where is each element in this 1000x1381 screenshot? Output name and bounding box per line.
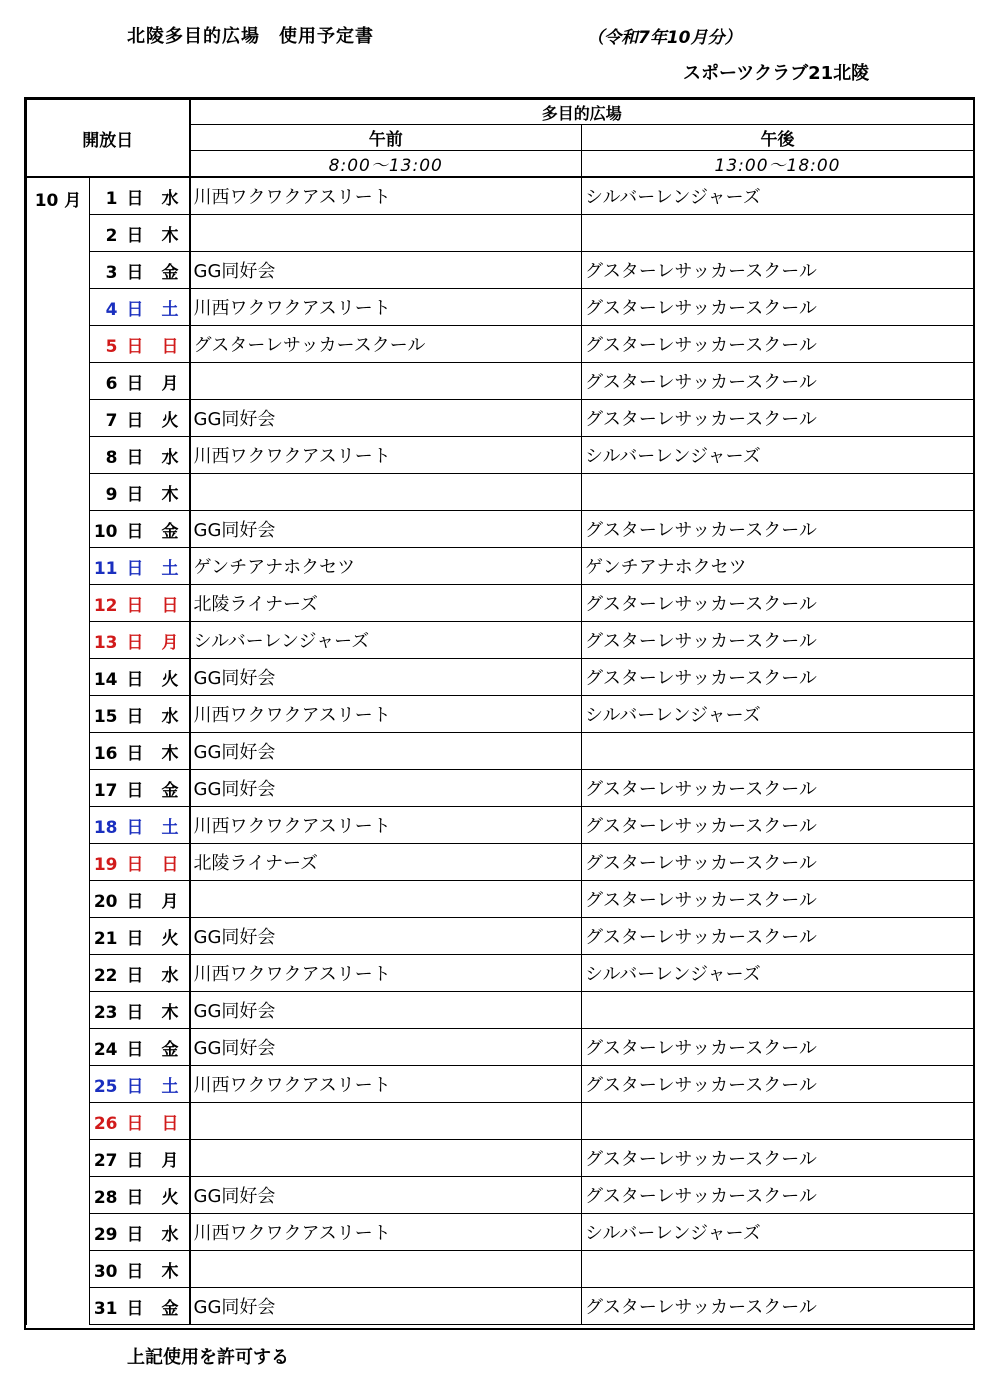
- day-cell: [90, 733, 152, 770]
- day-suffix: 日: [126, 484, 144, 505]
- pm-booking-cell: グスターレサッカースクール: [582, 326, 974, 363]
- weekday-cell: 金: [152, 1029, 190, 1066]
- day-suffix: 日: [126, 521, 144, 542]
- pm-booking-cell: グスターレサッカースクール: [582, 1177, 974, 1214]
- day-cell: [90, 511, 152, 548]
- weekday-cell: 月: [152, 363, 190, 400]
- am-booking-cell: 川西ワクワクアスリート: [190, 1214, 582, 1251]
- table-row: [27, 1029, 974, 1066]
- day-number: 1: [105, 188, 118, 209]
- day-suffix: 日: [126, 336, 144, 357]
- pm-booking-cell: グスターレサッカースクール: [582, 511, 974, 548]
- table-row: [27, 844, 974, 881]
- day-cell: [90, 955, 152, 992]
- am-booking-cell: [190, 363, 582, 400]
- schedule-body: [27, 100, 974, 1325]
- day-cell: [90, 437, 152, 474]
- pm-header: 午後: [582, 125, 974, 151]
- am-booking-cell: [190, 1251, 582, 1288]
- day-suffix: 日: [126, 1076, 144, 1097]
- day-suffix: 日: [126, 447, 144, 468]
- table-row: [27, 659, 974, 696]
- am-booking-cell: [190, 1103, 582, 1140]
- am-booking-cell: GG同好会: [190, 1177, 582, 1214]
- open-day-header: 開放日: [27, 100, 190, 178]
- pm-booking-cell: グスターレサッカースクール: [582, 400, 974, 437]
- table-row: [27, 252, 974, 289]
- am-booking-cell: GG同好会: [190, 770, 582, 807]
- day-cell: [90, 622, 152, 659]
- day-cell: [90, 326, 152, 363]
- weekday-cell: 木: [152, 474, 190, 511]
- table-row: [27, 770, 974, 807]
- day-suffix: 日: [126, 1261, 144, 1282]
- day-cell: [90, 1066, 152, 1103]
- day-suffix: 日: [126, 373, 144, 394]
- pm-time-header: 13:00～18:00: [582, 151, 974, 178]
- day-cell: [90, 252, 152, 289]
- table-row: [27, 1103, 974, 1140]
- table-row: [27, 1251, 974, 1288]
- day-cell: [90, 1251, 152, 1288]
- day-number: 8: [105, 447, 118, 468]
- weekday-cell: 土: [152, 807, 190, 844]
- pm-booking-cell: [582, 474, 974, 511]
- day-number: 2: [105, 225, 118, 246]
- am-booking-cell: [190, 881, 582, 918]
- day-suffix: 日: [126, 706, 144, 727]
- day-number: 3: [105, 262, 118, 283]
- weekday-cell: 日: [152, 585, 190, 622]
- table-row: [27, 622, 974, 659]
- day-suffix: 日: [126, 669, 144, 690]
- day-cell: [90, 1177, 152, 1214]
- am-booking-cell: 川西ワクワクアスリート: [190, 955, 582, 992]
- weekday-cell: 土: [152, 548, 190, 585]
- am-booking-cell: GG同好会: [190, 992, 582, 1029]
- day-cell: [90, 474, 152, 511]
- am-booking-cell: 川西ワクワクアスリート: [190, 289, 582, 326]
- pm-booking-cell: シルバーレンジャーズ: [582, 955, 974, 992]
- weekday-cell: 水: [152, 177, 190, 215]
- day-cell: [90, 400, 152, 437]
- weekday-cell: 木: [152, 215, 190, 252]
- weekday-cell: 木: [152, 1251, 190, 1288]
- weekday-cell: 水: [152, 437, 190, 474]
- day-number: 26: [93, 1113, 118, 1134]
- day-cell: [90, 807, 152, 844]
- table-row: [27, 289, 974, 326]
- day-suffix: 日: [126, 1298, 144, 1319]
- day-number: 30: [93, 1261, 118, 1282]
- day-number: 15: [93, 706, 118, 727]
- pm-booking-cell: [582, 992, 974, 1029]
- am-booking-cell: [190, 1140, 582, 1177]
- table-row: [27, 918, 974, 955]
- table-row: [27, 733, 974, 770]
- day-number: 11: [93, 558, 118, 579]
- day-cell: [90, 289, 152, 326]
- day-suffix: 日: [126, 1187, 144, 1208]
- day-cell: [90, 918, 152, 955]
- weekday-cell: 水: [152, 1214, 190, 1251]
- am-booking-cell: 川西ワクワクアスリート: [190, 696, 582, 733]
- weekday-cell: 木: [152, 992, 190, 1029]
- day-number: 14: [93, 669, 118, 690]
- day-cell: [90, 177, 152, 215]
- day-cell: [90, 844, 152, 881]
- day-number: 6: [105, 373, 118, 394]
- day-cell: [90, 1140, 152, 1177]
- table-row: [27, 474, 974, 511]
- am-booking-cell: GG同好会: [190, 511, 582, 548]
- day-number: 16: [93, 743, 118, 764]
- period-label: （令和7年10月分）: [587, 28, 742, 48]
- day-cell: [90, 881, 152, 918]
- document-title: 北陵多目的広場 使用予定書: [127, 26, 374, 47]
- pm-booking-cell: シルバーレンジャーズ: [582, 1214, 974, 1251]
- weekday-cell: 金: [152, 1288, 190, 1325]
- weekday-cell: 水: [152, 955, 190, 992]
- day-suffix: 日: [126, 1150, 144, 1171]
- am-header: 午前: [190, 125, 582, 151]
- day-number: 10: [93, 521, 118, 542]
- pm-booking-cell: グスターレサッカースクール: [582, 659, 974, 696]
- pm-booking-cell: グスターレサッカースクール: [582, 289, 974, 326]
- day-suffix: 日: [126, 299, 144, 320]
- day-suffix: 日: [126, 632, 144, 653]
- pm-booking-cell: [582, 1251, 974, 1288]
- organization-name: スポーツクラブ21北陵: [683, 63, 870, 84]
- venue-header: 多目的広場: [190, 100, 974, 125]
- am-time-header: 8:00～13:00: [190, 151, 582, 178]
- weekday-cell: 金: [152, 252, 190, 289]
- table-row: [27, 177, 974, 215]
- day-number: 29: [93, 1224, 118, 1245]
- am-booking-cell: GG同好会: [190, 1029, 582, 1066]
- day-number: 31: [93, 1298, 118, 1319]
- pm-booking-cell: ゲンチアナホクセツ: [582, 548, 974, 585]
- am-booking-cell: ゲンチアナホクセツ: [190, 548, 582, 585]
- table-row: [27, 548, 974, 585]
- month-cell: 10 月: [27, 177, 90, 1325]
- day-cell: [90, 585, 152, 622]
- day-suffix: 日: [126, 854, 144, 875]
- pm-booking-cell: グスターレサッカースクール: [582, 807, 974, 844]
- table-row: [27, 215, 974, 252]
- weekday-cell: 月: [152, 881, 190, 918]
- am-booking-cell: 川西ワクワクアスリート: [190, 437, 582, 474]
- weekday-cell: 金: [152, 770, 190, 807]
- day-cell: [90, 1214, 152, 1251]
- day-number: 20: [93, 891, 118, 912]
- day-suffix: 日: [126, 225, 144, 246]
- table-row: [27, 437, 974, 474]
- weekday-cell: 水: [152, 696, 190, 733]
- am-booking-cell: GG同好会: [190, 659, 582, 696]
- table-row: [27, 955, 974, 992]
- day-suffix: 日: [126, 743, 144, 764]
- day-cell: [90, 1103, 152, 1140]
- pm-booking-cell: グスターレサッカースクール: [582, 363, 974, 400]
- pm-booking-cell: シルバーレンジャーズ: [582, 437, 974, 474]
- pm-booking-cell: グスターレサッカースクール: [582, 1140, 974, 1177]
- table-row: [27, 696, 974, 733]
- pm-booking-cell: グスターレサッカースクール: [582, 1066, 974, 1103]
- day-suffix: 日: [126, 1039, 144, 1060]
- day-cell: [90, 659, 152, 696]
- table-row: [27, 1288, 974, 1325]
- day-number: 13: [93, 632, 118, 653]
- am-booking-cell: 川西ワクワクアスリート: [190, 807, 582, 844]
- pm-booking-cell: シルバーレンジャーズ: [582, 177, 974, 215]
- am-booking-cell: 北陵ライナーズ: [190, 585, 582, 622]
- am-booking-cell: シルバーレンジャーズ: [190, 622, 582, 659]
- am-booking-cell: [190, 474, 582, 511]
- am-booking-cell: 川西ワクワクアスリート: [190, 1066, 582, 1103]
- weekday-cell: 火: [152, 400, 190, 437]
- day-number: 25: [93, 1076, 118, 1097]
- day-cell: [90, 363, 152, 400]
- table-row: [27, 363, 974, 400]
- day-number: 22: [93, 965, 118, 986]
- table-row: [27, 511, 974, 548]
- weekday-cell: 金: [152, 511, 190, 548]
- day-number: 17: [93, 780, 118, 801]
- day-cell: [90, 992, 152, 1029]
- pm-booking-cell: グスターレサッカースクール: [582, 1029, 974, 1066]
- day-suffix: 日: [126, 262, 144, 283]
- day-suffix: 日: [126, 1002, 144, 1023]
- table-row: [27, 992, 974, 1029]
- am-booking-cell: 北陵ライナーズ: [190, 844, 582, 881]
- table-row: [27, 1214, 974, 1251]
- day-suffix: 日: [126, 817, 144, 838]
- weekday-cell: 木: [152, 733, 190, 770]
- am-booking-cell: グスターレサッカースクール: [190, 326, 582, 363]
- day-number: 28: [93, 1187, 118, 1208]
- day-number: 5: [105, 336, 118, 357]
- pm-booking-cell: グスターレサッカースクール: [582, 844, 974, 881]
- am-booking-cell: GG同好会: [190, 918, 582, 955]
- day-cell: [90, 770, 152, 807]
- table-row: [27, 807, 974, 844]
- pm-booking-cell: グスターレサッカースクール: [582, 252, 974, 289]
- day-cell: [90, 1288, 152, 1325]
- weekday-cell: 土: [152, 1066, 190, 1103]
- schedule-table: [24, 97, 975, 1330]
- day-number: 19: [93, 854, 118, 875]
- day-suffix: 日: [126, 558, 144, 579]
- weekday-cell: 日: [152, 326, 190, 363]
- am-booking-cell: GG同好会: [190, 400, 582, 437]
- day-cell: [90, 215, 152, 252]
- day-number: 21: [93, 928, 118, 949]
- day-number: 18: [93, 817, 118, 838]
- weekday-cell: 土: [152, 289, 190, 326]
- pm-booking-cell: グスターレサッカースクール: [582, 1288, 974, 1325]
- pm-booking-cell: [582, 733, 974, 770]
- day-cell: [90, 1029, 152, 1066]
- pm-booking-cell: グスターレサッカースクール: [582, 770, 974, 807]
- table-row: [27, 1177, 974, 1214]
- weekday-cell: 火: [152, 659, 190, 696]
- pm-booking-cell: [582, 215, 974, 252]
- day-suffix: 日: [126, 188, 144, 209]
- approval-note: 上記使用を許可する: [127, 1347, 289, 1368]
- pm-booking-cell: グスターレサッカースクール: [582, 881, 974, 918]
- weekday-cell: 火: [152, 1177, 190, 1214]
- pm-booking-cell: グスターレサッカースクール: [582, 918, 974, 955]
- day-cell: [90, 696, 152, 733]
- pm-booking-cell: グスターレサッカースクール: [582, 622, 974, 659]
- am-booking-cell: GG同好会: [190, 733, 582, 770]
- day-suffix: 日: [126, 928, 144, 949]
- pm-booking-cell: グスターレサッカースクール: [582, 585, 974, 622]
- day-number: 23: [93, 1002, 118, 1023]
- weekday-cell: 火: [152, 918, 190, 955]
- day-number: 7: [105, 410, 118, 431]
- am-booking-cell: [190, 215, 582, 252]
- table-row: [27, 326, 974, 363]
- table-row: [27, 585, 974, 622]
- weekday-cell: 日: [152, 1103, 190, 1140]
- day-number: 4: [105, 299, 118, 320]
- day-number: 9: [105, 484, 118, 505]
- day-number: 12: [93, 595, 118, 616]
- day-suffix: 日: [126, 1113, 144, 1134]
- pm-booking-cell: [582, 1103, 974, 1140]
- table-row: [27, 881, 974, 918]
- day-number: 27: [93, 1150, 118, 1171]
- day-suffix: 日: [126, 891, 144, 912]
- table-row: [27, 1066, 974, 1103]
- weekday-cell: 日: [152, 844, 190, 881]
- weekday-cell: 月: [152, 1140, 190, 1177]
- weekday-cell: 月: [152, 622, 190, 659]
- day-suffix: 日: [126, 410, 144, 431]
- day-suffix: 日: [126, 595, 144, 616]
- am-booking-cell: GG同好会: [190, 1288, 582, 1325]
- pm-booking-cell: シルバーレンジャーズ: [582, 696, 974, 733]
- day-suffix: 日: [126, 965, 144, 986]
- table-row: [27, 1140, 974, 1177]
- day-number: 24: [93, 1039, 118, 1060]
- day-suffix: 日: [126, 1224, 144, 1245]
- day-suffix: 日: [126, 780, 144, 801]
- am-booking-cell: GG同好会: [190, 252, 582, 289]
- am-booking-cell: 川西ワクワクアスリート: [190, 177, 582, 215]
- table-row: [27, 400, 974, 437]
- day-cell: [90, 548, 152, 585]
